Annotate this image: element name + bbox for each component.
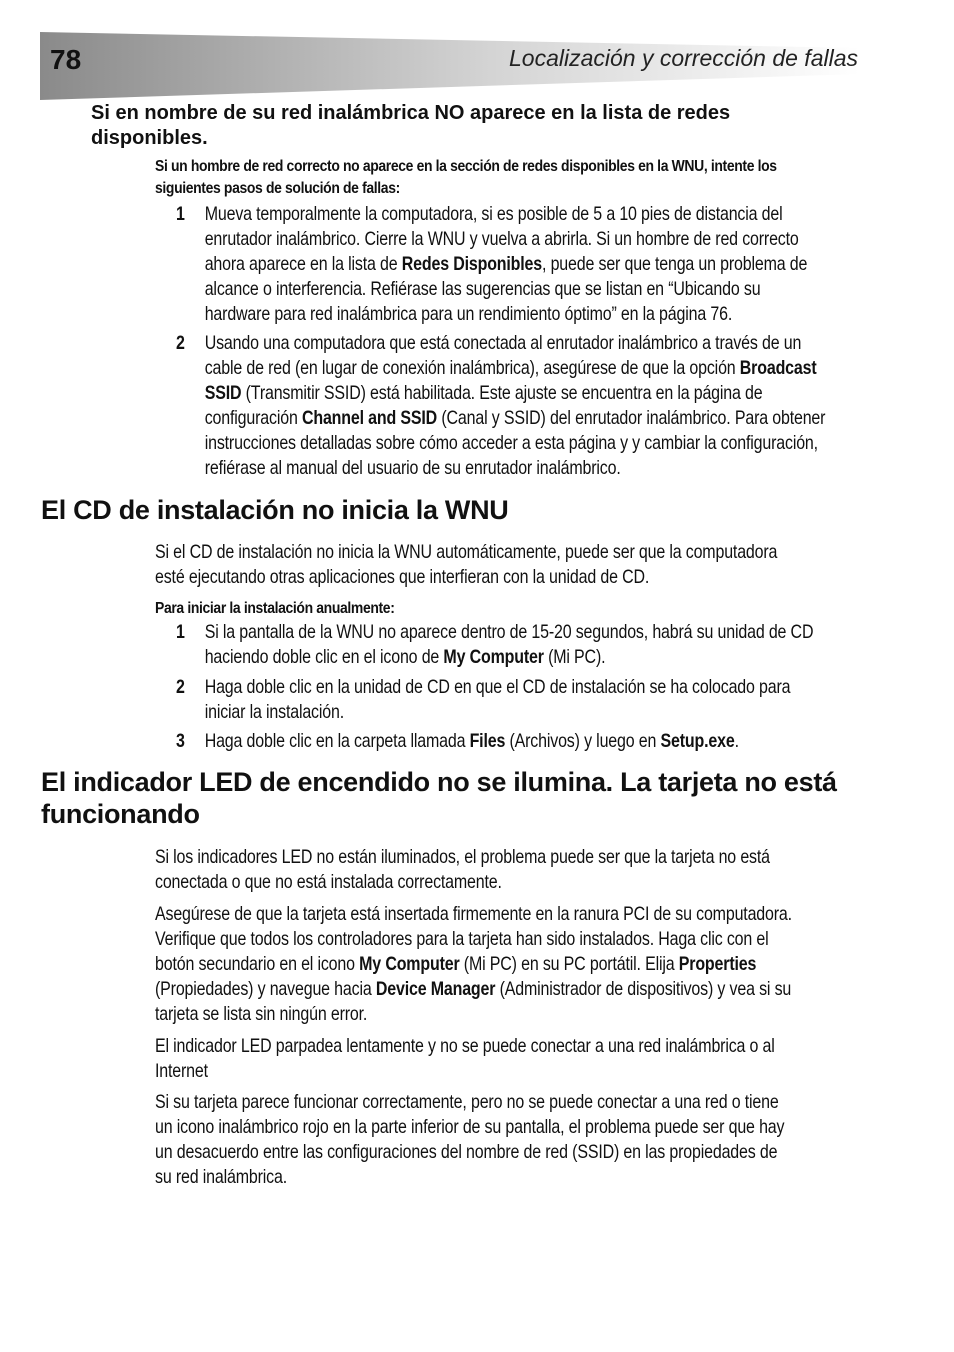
text-run: Asegúrese de que la tarjeta está insertada firmemente en la ranura PCI de su computadora. Verifique que todos los controladores para la tarjeta han sido instalados. Haga clic con el botón secundario en el icono (155, 903, 792, 975)
text-run: , puede ser que tenga un problema de alcance o interferencia. Refiérase las sugerencias que se listan en “Ubicando su hardware para red inalámbrica para un rendimiento óptimo” en la página 76. (204, 253, 808, 325)
step-text (205, 729, 826, 754)
section-heading-led: El indicador LED de encendido no se ilumina. La tarjeta no está funcionando (41, 767, 837, 829)
text-run: (Mi PC) en su PC portátil. Elija (459, 953, 679, 975)
text-run: (Mi PC). (543, 646, 606, 668)
step-number: 3 (176, 730, 185, 752)
running-title: Localización y corrección de fallas (508, 45, 858, 71)
step-1-2 (176, 331, 825, 481)
bold-term: My Computer (443, 646, 544, 668)
section-heading-cd: El CD de instalación no inicia la WNU (41, 495, 509, 525)
text-run: Usando una computadora que está conectada al enrutador inalámbrico a través de un cable de red (en lugar de conexión inalámbrica), asegúrese de que la opción (204, 332, 802, 379)
bold-term: Setup.exe (660, 730, 735, 752)
bold-term: Properties (678, 953, 757, 975)
step-number: 1 (176, 203, 185, 225)
step-text (205, 331, 826, 481)
bold-term: Redes Disponibles (401, 253, 543, 275)
step-text (205, 202, 826, 327)
text-run: Haga doble clic en la carpeta llamada (204, 730, 470, 752)
text-run: Si los indicadores LED no están iluminados, el problema puede ser que la tarjeta no está conectada o que no está instalada correctamente. (155, 846, 770, 893)
paragraph-cd-intro: Si el CD de instalación no inicia la WNU automáticamente, puede ser que la computadora esté ejecutando otras aplicaciones que interfieran con la unidad de CD. (155, 541, 778, 588)
bold-term: Channel and SSID (301, 407, 438, 429)
paragraph-led-3 (155, 1034, 793, 1084)
text-run: (Transmitir SSID) está habilitada. Este ajuste se encuentra en la página de configuración (204, 382, 763, 429)
text-run: (Canal y SSID) del enrutador inalámbrico. Para obtener instrucciones detalladas sobre cómo acceder a esta página y y cambiar la configuración, refiérase al manual del usuario de su enrutador inalámbrico. (204, 407, 826, 479)
bold-term: My Computer (359, 953, 460, 975)
step-number: 1 (176, 621, 185, 643)
step-number: 2 (176, 676, 185, 698)
text-run: Si su tarjeta parece funcionar correctamente, pero no se puede conectar a una red o tiene un icono inalámbrico rojo en la parte inferior de su pantalla, el problema puede ser que hay un desacuerdo entre las configuraciones del nombre de red (SSID) en las propiedades de su red inalámbrica. (155, 1091, 785, 1188)
step-1-1 (176, 202, 825, 327)
text-run: . (734, 730, 739, 752)
sub-heading-network-missing: Si en nombre de su red inalámbrica NO aparece en la lista de redes disponibles. (91, 102, 731, 149)
bold-term: Broadcast SSID (204, 357, 817, 404)
step-2-1 (176, 620, 825, 670)
lead-in-troubleshoot: Si un hombre de red correcto no aparece en la sección de redes disponibles en la WNU, intente los siguientes pasos de solución de fallas: (155, 158, 777, 197)
step-text (205, 620, 826, 670)
text-run: El indicador LED parpadea lentamente y no se puede conectar a una red inalámbrica o al Internet (155, 1035, 775, 1082)
text-run: (Archivos) y luego en (505, 730, 661, 752)
paragraph-led-1 (155, 845, 793, 895)
text-run: (Administrador de dispositivos) y vea si su tarjeta se lista sin ningún error. (155, 978, 792, 1025)
paragraph-led-4 (155, 1090, 793, 1190)
text-run: Haga doble clic en la unidad de CD en que el CD de instalación se ha colocado para iniciar la instalación. (204, 676, 791, 723)
step-2-3 (176, 729, 825, 754)
step-2-2 (176, 675, 825, 725)
lead-in-install: Para iniciar la instalación anualmente: (155, 600, 395, 617)
text-run: Si la pantalla de la WNU no aparece dentro de 15-20 segundos, habrá su unidad de CD haciendo doble clic en el icono de (204, 621, 814, 668)
text-run: (Propiedades) y navegue hacia (155, 978, 376, 1000)
step-text (205, 675, 826, 725)
text-run: Mueva temporalmente la computadora, si es posible de 5 a 10 pies de distancia del enrutador inalámbrico. Cierre la WNU y vuelva a abrirla. Si un hombre de red correcto ahora aparece en la lista de (204, 203, 799, 275)
bold-term: Device Manager (375, 978, 496, 1000)
step-number: 2 (176, 332, 185, 354)
page-number: 78 (50, 44, 82, 75)
paragraph-led-2 (155, 902, 793, 1027)
bold-term: Files (469, 730, 506, 752)
